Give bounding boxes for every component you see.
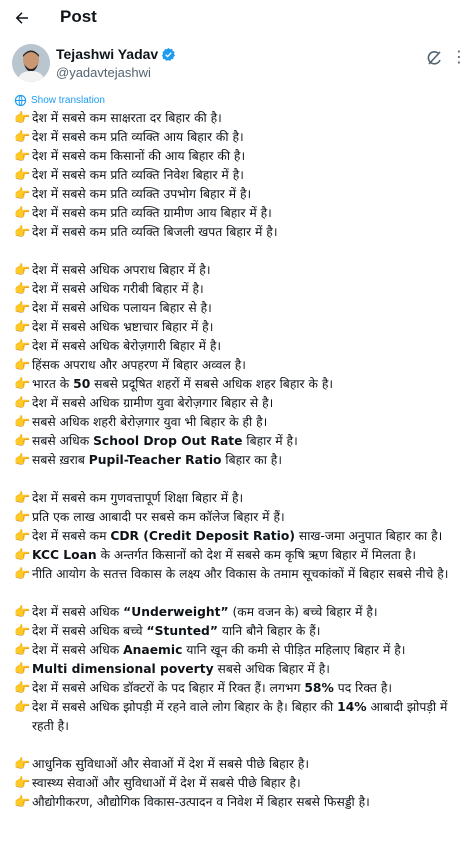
pointing-hand-icon: 👉	[14, 358, 31, 373]
post-line-text: देश में सबसे अधिक Anaemic यानि खून की कमी से पीड़ित महिलाए बिहार में है।	[32, 643, 406, 657]
post-line-text: देश में सबसे अधिक पलायन बिहार से है।	[32, 301, 212, 315]
pointing-hand-icon: 👉	[14, 301, 31, 316]
post-line-text: देश में सबसे कम किसानों की आय बिहार की है।	[32, 149, 246, 163]
pointing-hand-icon: 👉	[14, 795, 31, 810]
pointing-hand-icon: 👉	[14, 206, 31, 221]
post-line-text: औद्योगीकरण, औद्योगिक विकास-उत्पादन व निवेश में बिहार सबसे फिसड्डी है।	[32, 795, 370, 809]
post-line	[14, 451, 469, 470]
pointing-hand-icon: 👉	[14, 700, 31, 715]
pointing-hand-icon: 👉	[14, 624, 31, 639]
post-line	[14, 698, 469, 736]
post-line	[14, 280, 469, 299]
post-line	[14, 641, 469, 660]
pointing-hand-icon: 👉	[14, 339, 31, 354]
post-line	[14, 318, 469, 337]
post-line-text: सबसे ख़राब Pupil-Teacher Ratio बिहार का है।	[32, 453, 282, 467]
post-line	[14, 679, 469, 698]
post-line	[14, 147, 469, 166]
pointing-hand-icon: 👉	[14, 776, 31, 791]
pointing-hand-icon: 👉	[14, 662, 31, 677]
more-options-icon[interactable]: ⋮	[451, 47, 467, 66]
pointing-hand-icon: 👉	[14, 491, 31, 506]
post-line	[14, 261, 469, 280]
post-line	[14, 375, 469, 394]
post-line	[14, 489, 469, 508]
post-line	[14, 337, 469, 356]
back-arrow-icon[interactable]	[10, 6, 34, 30]
post-line	[14, 299, 469, 318]
post-line-text: देश में सबसे कम गुणवत्तापूर्ण शिक्षा बिहार में है।	[32, 491, 244, 505]
pointing-hand-icon: 👉	[14, 396, 31, 411]
pointing-hand-icon: 👉	[14, 415, 31, 430]
post-line	[14, 128, 469, 147]
post-line	[14, 565, 469, 584]
page-title: Post	[60, 7, 97, 26]
pointing-hand-icon: 👉	[14, 643, 31, 658]
post-line	[14, 185, 469, 204]
avatar[interactable]	[12, 44, 50, 82]
post-line-text: देश में सबसे कम साक्षरता दर बिहार की है।	[32, 111, 222, 125]
post-line-text: स्वास्थ्य सेवाओं और सुविधाओं में देश में सबसे पीछे बिहार है।	[32, 776, 301, 790]
post-line-text: हिंसक अपराध और अपहरण में बिहार अव्वल है।	[32, 358, 246, 372]
post-line-text: देश में सबसे अधिक ग्रामीण युवा बेरोज़गार बिहार से है।	[32, 396, 274, 410]
author-name[interactable]	[56, 46, 176, 63]
post-line	[14, 603, 469, 622]
pointing-hand-icon: 👉	[14, 567, 31, 582]
pointing-hand-icon: 👉	[14, 282, 31, 297]
post-line-text: देश में सबसे अधिक बेरोज़गारी बिहार में है।	[32, 339, 222, 353]
post-line-text: देश में सबसे अधिक बच्चे “Stunted” यानि बौने बिहार के हैं।	[32, 624, 321, 638]
post-line	[14, 546, 469, 565]
post-line-text: देश में सबसे अधिक डॉक्टरों के पद बिहार में रिक्त हैं। लगभग 58% पद रिक्त है।	[32, 681, 393, 695]
post-line-text: देश में सबसे अधिक “Underweight” (कम वजन के) बच्चे बिहार में है।	[32, 605, 378, 619]
post-line-text: देश में सबसे अधिक भ्रष्टाचार बिहार में है।	[32, 320, 214, 334]
pointing-hand-icon: 👉	[14, 149, 31, 164]
post-line-text: देश में सबसे अधिक अपराध बिहार में है।	[32, 263, 211, 277]
top-bar	[0, 0, 473, 36]
author-row	[0, 40, 473, 84]
post-line-text: Multi dimensional poverty सबसे अधिक बिहार में है।	[32, 662, 330, 676]
post-line-text: सबसे अधिक शहरी बेरोज़गार युवा भी बिहार के ही है।	[32, 415, 268, 429]
post-line	[14, 223, 469, 242]
post-line	[14, 660, 469, 679]
post-line-text: देश में सबसे कम CDR (Credit Deposit Ratio) साख-जमा अनुपात बिहार का है।	[32, 529, 443, 543]
post-line-text: देश में सबसे कम प्रति व्यक्ति आय बिहार की है।	[32, 130, 244, 144]
post-line-text: प्रति एक लाख आबादी पर सबसे कम कॉलेज बिहार में हैं।	[32, 510, 285, 524]
pointing-hand-icon: 👉	[14, 681, 31, 696]
pointing-hand-icon: 👉	[14, 510, 31, 525]
paragraph-gap	[14, 736, 469, 755]
pointing-hand-icon: 👉	[14, 187, 31, 202]
post-line-text: आधुनिक सुविधाओं और सेवाओं में देश में सबसे पीछे बिहार है।	[32, 757, 310, 771]
pointing-hand-icon: 👉	[14, 757, 31, 772]
post-line	[14, 755, 469, 774]
show-translation-link[interactable]	[14, 93, 105, 107]
post-body	[14, 109, 469, 812]
pointing-hand-icon: 👉	[14, 605, 31, 620]
pointing-hand-icon: 👉	[14, 529, 31, 544]
author-name-text: Tejashwi Yadav	[56, 46, 159, 62]
post-line-text: भारत के 50 सबसे प्रदूषित शहरों में सबसे अधिक शहर बिहार के है।	[32, 377, 334, 391]
post-line	[14, 508, 469, 527]
pointing-hand-icon: 👉	[14, 548, 31, 563]
post-line-text: देश में सबसे अधिक झोपड़ी में रहने वाले लोग बिहार के है। बिहार की 14% आबादी झोपड़ी में रहती है।	[32, 700, 448, 733]
post-line	[14, 356, 469, 375]
post-line	[14, 527, 469, 546]
post-line	[14, 622, 469, 641]
pointing-hand-icon: 👉	[14, 263, 31, 278]
pointing-hand-icon: 👉	[14, 434, 31, 449]
post-line	[14, 774, 469, 793]
post-line-text: देश में सबसे कम प्रति व्यक्ति ग्रामीण आय बिहार में है।	[32, 206, 272, 220]
show-translation-label: Show translation	[31, 94, 105, 106]
paragraph-gap	[14, 584, 469, 603]
post-line	[14, 109, 469, 128]
pointing-hand-icon: 👉	[14, 225, 31, 240]
pointing-hand-icon: 👉	[14, 320, 31, 335]
post-line	[14, 394, 469, 413]
pointing-hand-icon: 👉	[14, 453, 31, 468]
paragraph-gap	[14, 470, 469, 489]
author-handle[interactable]: @yadavtejashwi	[56, 65, 151, 80]
grok-icon[interactable]	[424, 48, 444, 68]
paragraph-gap	[14, 242, 469, 261]
post-line-text: देश में सबसे कम प्रति व्यक्ति उपभोग बिहार में है।	[32, 187, 252, 201]
post-line-text: सबसे अधिक School Drop Out Rate बिहार में है।	[32, 434, 298, 448]
pointing-hand-icon: 👉	[14, 111, 31, 126]
post-line	[14, 432, 469, 451]
verified-badge-icon	[161, 47, 176, 62]
post-line-text: देश में सबसे अधिक गरीबी बिहार में है।	[32, 282, 204, 296]
pointing-hand-icon: 👉	[14, 377, 31, 392]
globe-icon	[14, 94, 27, 107]
post-line-text: नीति आयोग के सतत्त विकास के लक्ष्य और विकास के तमाम सूचकांकों में बिहार सबसे नीचे है।	[32, 567, 449, 581]
pointing-hand-icon: 👉	[14, 130, 31, 145]
post-line-text: KCC Loan के अन्तर्गत किसानों को देश में सबसे कम कृषि ऋण बिहार में मिलता है।	[32, 548, 417, 562]
post-line	[14, 166, 469, 185]
post-line-text: देश में सबसे कम प्रति व्यक्ति निवेश बिहार में है।	[32, 168, 244, 182]
post-line	[14, 204, 469, 223]
post-line	[14, 793, 469, 812]
post-line	[14, 413, 469, 432]
post-line-text: देश में सबसे कम प्रति व्यक्ति बिजली खपत बिहार में है।	[32, 225, 278, 239]
pointing-hand-icon: 👉	[14, 168, 31, 183]
